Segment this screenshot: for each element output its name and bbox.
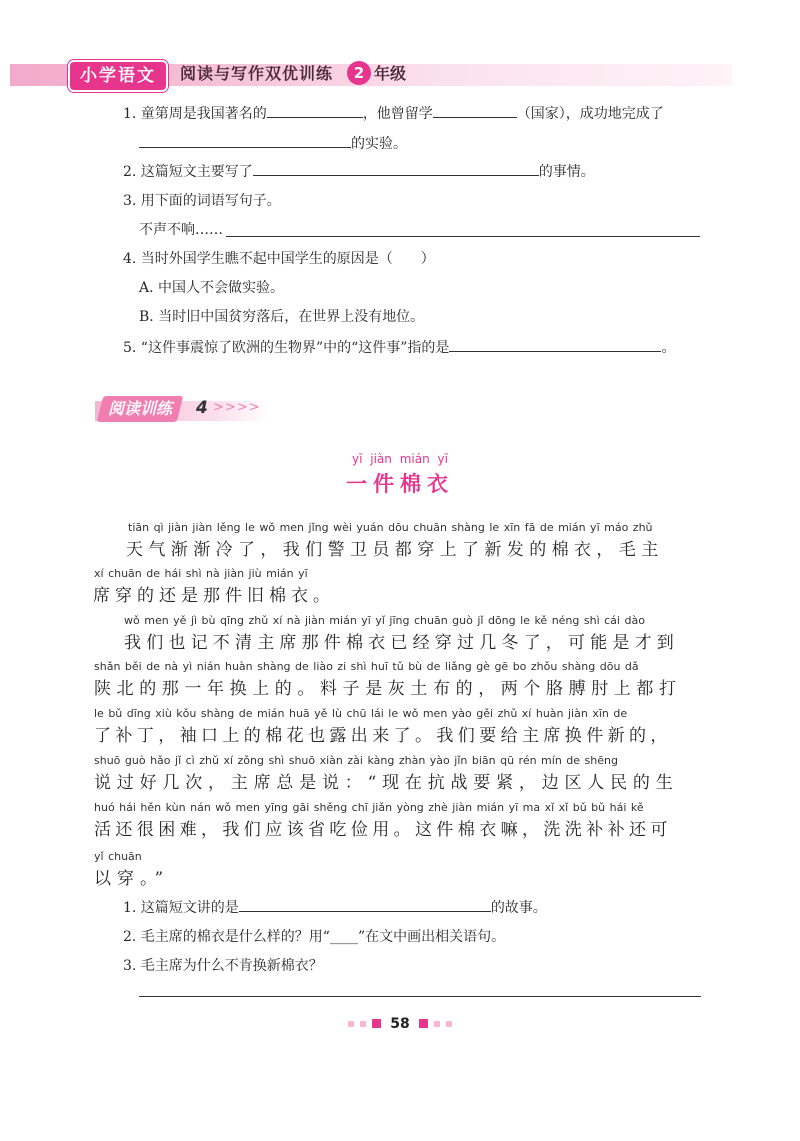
answer-blank[interactable] [449, 337, 661, 352]
section-arrows: >>>> [213, 400, 261, 415]
footer-square [348, 1021, 354, 1027]
question-4-option-a: A. 中国人不会做实验。 [139, 280, 285, 296]
footer-square [446, 1021, 452, 1027]
pinyin-line: yǐ chuān [94, 850, 142, 863]
pinyin-line: tiān qì jiàn jiàn lěng le wǒ men jǐng wèi yuán dōu chuān shàng le xīn fā de mián yī máo zhǔ [128, 521, 653, 534]
section-tag: 阅读训练 [97, 396, 183, 422]
question-1-cont: 的实验。 [139, 133, 407, 154]
question-4-option-b: B. 当时旧中国贫穷落后，在世界上没有地位。 [139, 309, 425, 325]
pinyin-line: shuō guò hǎo jǐ cì zhǔ xí zǒng shì shuō xiàn zài kàng zhàn yào jǐn biān qū rén mín de shēng [94, 754, 618, 767]
pinyin-line: xí chuān de hái shì nà jiàn jiù mián yī [94, 567, 308, 580]
story-title-pinyin: yī jiàn mián yī [352, 452, 448, 466]
section-number: 4 [196, 398, 208, 418]
story-question-1: 1. 这篇短文讲的是 的故事。 [123, 897, 547, 918]
passage-line: 陕北的那一年换上的。料子是灰土布的，两个胳膊肘上都打 [94, 679, 682, 699]
page-footer [0, 1013, 800, 1032]
question-4: 4. 当时外国学生瞧不起中国学生的原因是（ ） [123, 251, 435, 267]
subject-tag: 小学语文 [68, 60, 168, 92]
story-question-3: 3. 毛主席为什么不肯换新棉衣？ [123, 958, 323, 974]
answer-line[interactable] [226, 236, 700, 237]
footer-square [372, 1019, 381, 1028]
footer-square [434, 1021, 440, 1027]
answer-blank[interactable] [267, 103, 363, 118]
answer-blank[interactable] [139, 133, 351, 148]
passage-line: 以穿。” [94, 869, 170, 889]
page-number: 58 [390, 1015, 410, 1032]
pinyin-line: huó hái hěn kùn nán wǒ men yīng gāi shěng chī jiǎn yòng zhè jiàn mián yī ma xǐ xǐ bǔ bǔ hái kě [94, 801, 644, 814]
passage-line: 了补丁，袖口上的棉花也露出来了。我们要给主席换件新的， [94, 726, 672, 746]
answer-blank[interactable] [239, 897, 491, 912]
question-3-word: 不声不响…… [139, 222, 223, 238]
pinyin-line: le bǔ dīng xiù kǒu shàng de mián huā yě lù chū lái le wǒ men yào gěi zhǔ xí huàn jiàn xīn de [94, 707, 628, 720]
passage-line: 我们也记不清主席那件棉衣已经穿过几冬了，可能是才到 [124, 633, 679, 653]
passage-line: 说过好几次，主席总是说：“现在抗战要紧，边区人民的生 [94, 773, 679, 793]
passage-line: 活还很困难，我们应该省吃俭用。这件棉衣嘛，洗洗补补还可 [94, 820, 672, 840]
question-2: 2. 这篇短文主要写了 的事情。 [123, 161, 595, 182]
question-1: 1. 童第周是我国著名的 ，他曾留学 （国家），成功地完成了 [123, 103, 664, 124]
answer-blank[interactable] [433, 103, 517, 118]
book-title: 阅读与写作双优训练 [180, 64, 334, 83]
passage-line: 席穿的还是那件旧棉衣。 [93, 586, 335, 606]
pinyin-line: shǎn běi de nà yì nián huàn shàng de liào zi shì huī tǔ bù de liǎng gè gē bo zhǒu shàng dōu dǎ [94, 660, 639, 673]
passage-line: 天气渐渐冷了，我们警卫员都穿上了新发的棉衣，毛主 [126, 540, 664, 560]
page-header [10, 58, 732, 92]
story-title: 一件棉衣 [346, 472, 454, 496]
question-5: 5. “这件事震惊了欧洲的生物界”中的“这件事”指的是 。 [123, 337, 675, 358]
pinyin-line: wǒ men yě jì bù qīng zhǔ xí nà jiàn mián yī yǐ jīng chuān guò jǐ dōng le kě néng shì cái dào [124, 614, 645, 627]
grade-badge: 2 [347, 61, 371, 85]
footer-square [419, 1019, 428, 1028]
answer-line[interactable] [139, 996, 701, 997]
story-question-2: 2. 毛主席的棉衣是什么样的？用“____”在文中画出相关语句。 [123, 929, 506, 945]
grade-label: 年级 [374, 64, 407, 83]
question-3: 3. 用下面的词语写句子。 [123, 193, 281, 209]
answer-blank[interactable] [253, 161, 539, 176]
footer-square [360, 1021, 366, 1027]
